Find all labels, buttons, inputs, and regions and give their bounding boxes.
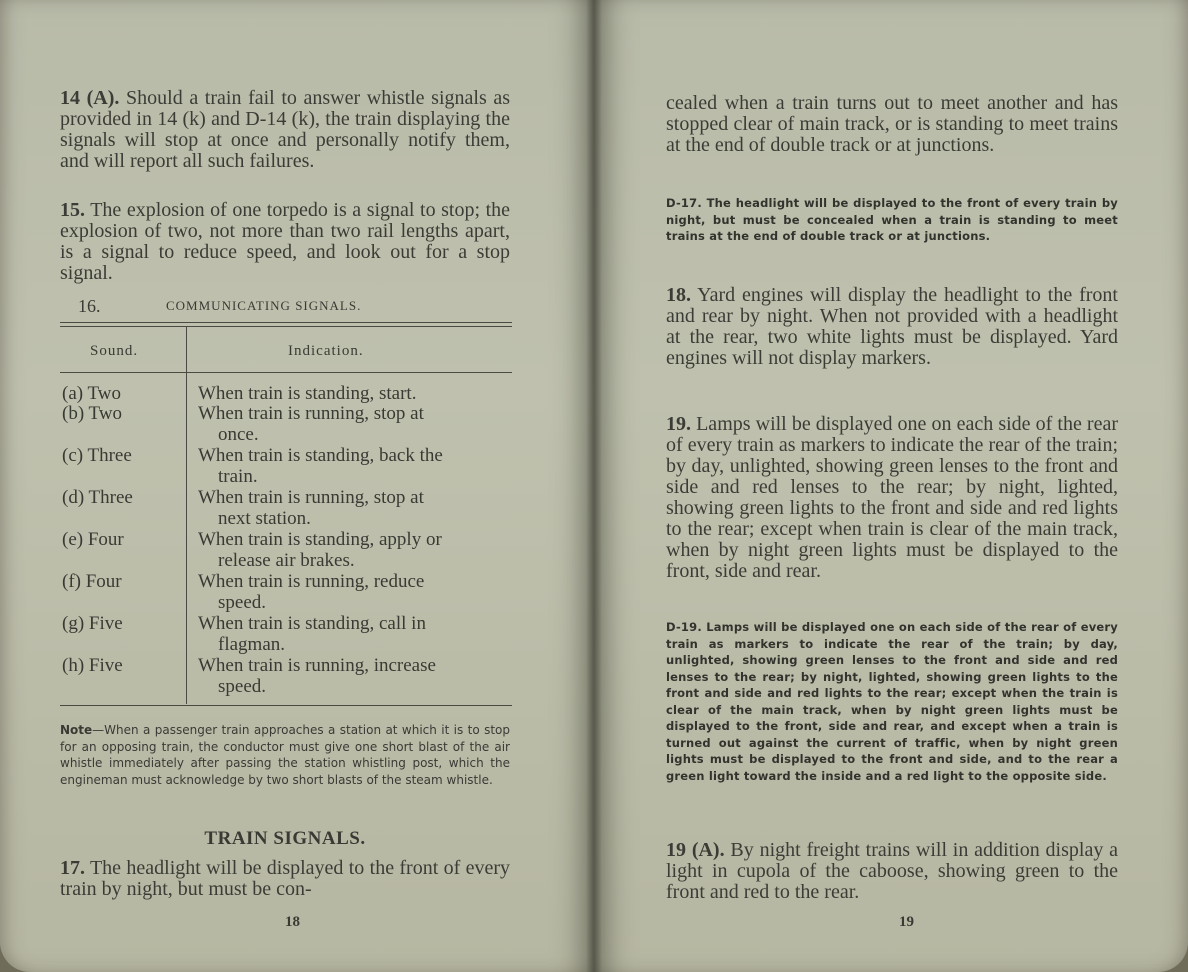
- table-header-rule: [60, 372, 512, 373]
- rule-15-number: 15.: [60, 199, 85, 221]
- note-label: Note: [60, 723, 93, 737]
- rule-16-number: 16.: [78, 296, 101, 316]
- sound-cell-a: (a) Two: [62, 383, 121, 404]
- rule-17-continued: cealed when a train turns out to meet another and has stopped clear of main track, or is standing to meet trains at the end of double track or at junctions.: [666, 92, 1118, 156]
- rule-18-text: Yard engines will display the headlight to the front and rear by night. When not provided with a headlight at the rear, two white lights must be displayed. Yard engines will not display markers.: [666, 284, 1118, 369]
- indication-cont-g: flagman.: [218, 634, 286, 655]
- right-page: [594, 0, 1188, 972]
- rule-17: [60, 858, 510, 900]
- rule-18-number: 18.: [666, 284, 691, 306]
- rule-15-text: The explosion of one torpedo is a signal to stop; the explosion of two, not more than two rail lengths apart, is a signal to reduce speed, and look out for a stop signal.: [60, 199, 511, 284]
- indication-cont-d: next station.: [218, 508, 311, 529]
- communicating-signals-heading: COMMUNICATING SIGNALS.: [166, 298, 362, 313]
- table-column-divider: [186, 326, 187, 704]
- page-number-19: 19: [899, 914, 914, 930]
- table-bottom-rule: [60, 705, 512, 706]
- rule-14a-number: 14 (A).: [60, 87, 120, 109]
- indication-text-a: When train is standing, start.: [198, 383, 417, 404]
- indication-text-g: When train is standing, call in: [198, 613, 426, 634]
- train-signals-title: TRAIN SIGNALS.: [204, 828, 366, 849]
- table-top-rule-2: [60, 326, 512, 327]
- rule-19a-number: 19 (A).: [666, 839, 725, 861]
- indication-text-e: When train is standing, apply or: [198, 529, 442, 550]
- indication-text-f: When train is running, reduce: [198, 571, 425, 592]
- indication-text-b: When train is running, stop at: [198, 403, 424, 424]
- sound-cell-e: (e) Four: [62, 529, 124, 550]
- indication-cell-b: [198, 403, 510, 445]
- sound-cell-h: (h) Five: [62, 655, 123, 676]
- indication-cont-h: speed.: [218, 676, 267, 697]
- indication-text-c: When train is standing, back the: [198, 445, 443, 466]
- passenger-train-note: [60, 722, 510, 788]
- rule-19-number: 19.: [666, 413, 691, 435]
- rule-19a-text: By night freight trains will in addition display a light in cupola of the caboose, showing green to the front and red to the rear.: [666, 839, 1119, 903]
- indication-cell-c: [198, 445, 510, 487]
- rule-14a: [60, 88, 510, 172]
- note-text: —When a passenger train approaches a station at which it is to stop for an opposing train, the conductor must give one short blast of the air whistle immediately after passing the station whistling post, which the engineman must acknowledge by two short blasts of the steam whistle.: [60, 723, 510, 787]
- sound-cell-g: (g) Five: [62, 613, 123, 634]
- indication-cont-c: train.: [218, 466, 258, 487]
- book-gutter: [586, 0, 602, 972]
- sound-cell-d: (d) Three: [62, 487, 133, 508]
- indication-column-header: Indication.: [288, 343, 364, 359]
- indication-cell-d: [198, 487, 510, 529]
- sound-cell-f: (f) Four: [62, 571, 122, 592]
- indication-cell-f: [198, 571, 510, 613]
- sound-cell-c: (c) Three: [62, 445, 132, 466]
- rule-18: [666, 285, 1118, 369]
- rule-17-number: 17.: [60, 857, 85, 879]
- rule-14a-text: Should a train fail to answer whistle signals as provided in 14 (k) and D-14 (k), the train displaying the signals will stop at once and personally notify them, and will report all such failures.: [60, 87, 511, 172]
- rule-16-header: [78, 296, 362, 317]
- rule-17-text: The headlight will be displayed to the front of every train by night, but must be con-: [60, 857, 510, 900]
- rule-d17: D-17. The headlight will be displayed to the front of every train by night, but must be concealed when a train is standing to meet trains at the end of double track or at junctions.: [666, 196, 1118, 243]
- page-number-18: 18: [285, 914, 300, 930]
- indication-cell-g: [198, 613, 510, 655]
- table-top-rule: [60, 322, 512, 323]
- rule-d19: D-19. Lamps will be displayed one on each side of the rear of every train as markers to indicate the rear of the train; by day, unlighted, showing green lenses to the front and side and red lenses to the rear; by night, lighted, showing green lights to the front and side and red lights to the rear; except when the train is clear of the main track, when by night green lights must be displayed to the front, side and rear, and except when a train is turned out against the current of traffic, when by night green lights must be displayed to the front and side, and to the rear a green light toward the inside and a red light to the opposite side.: [666, 620, 1118, 783]
- sound-column-header: Sound.: [90, 343, 139, 359]
- rule-19a: [666, 840, 1118, 903]
- indication-cell-e: [198, 529, 510, 571]
- rule-19-text: Lamps will be displayed one on each side of the rear of every train as markers to indicate the rear of the train; by day, unlighted, showing green lenses to the front and side and red lenses to the rear; by night, lighted, showing green lights to the front and side and red lights to the rear; except when train is clear of the main track, when by night green lights must be displayed to the front, side and rear.: [666, 413, 1118, 582]
- indication-cont-f: speed.: [218, 592, 267, 613]
- rule-15: [60, 200, 510, 284]
- indication-text-h: When train is running, increase: [198, 655, 436, 676]
- indication-cell-h: [198, 655, 510, 697]
- rule-19: [666, 414, 1118, 582]
- indication-text-d: When train is running, stop at: [198, 487, 424, 508]
- indication-cont-e: release air brakes.: [218, 550, 355, 571]
- indication-cell-a: [198, 383, 510, 404]
- sound-cell-b: (b) Two: [62, 403, 123, 424]
- indication-cont-b: once.: [218, 424, 259, 445]
